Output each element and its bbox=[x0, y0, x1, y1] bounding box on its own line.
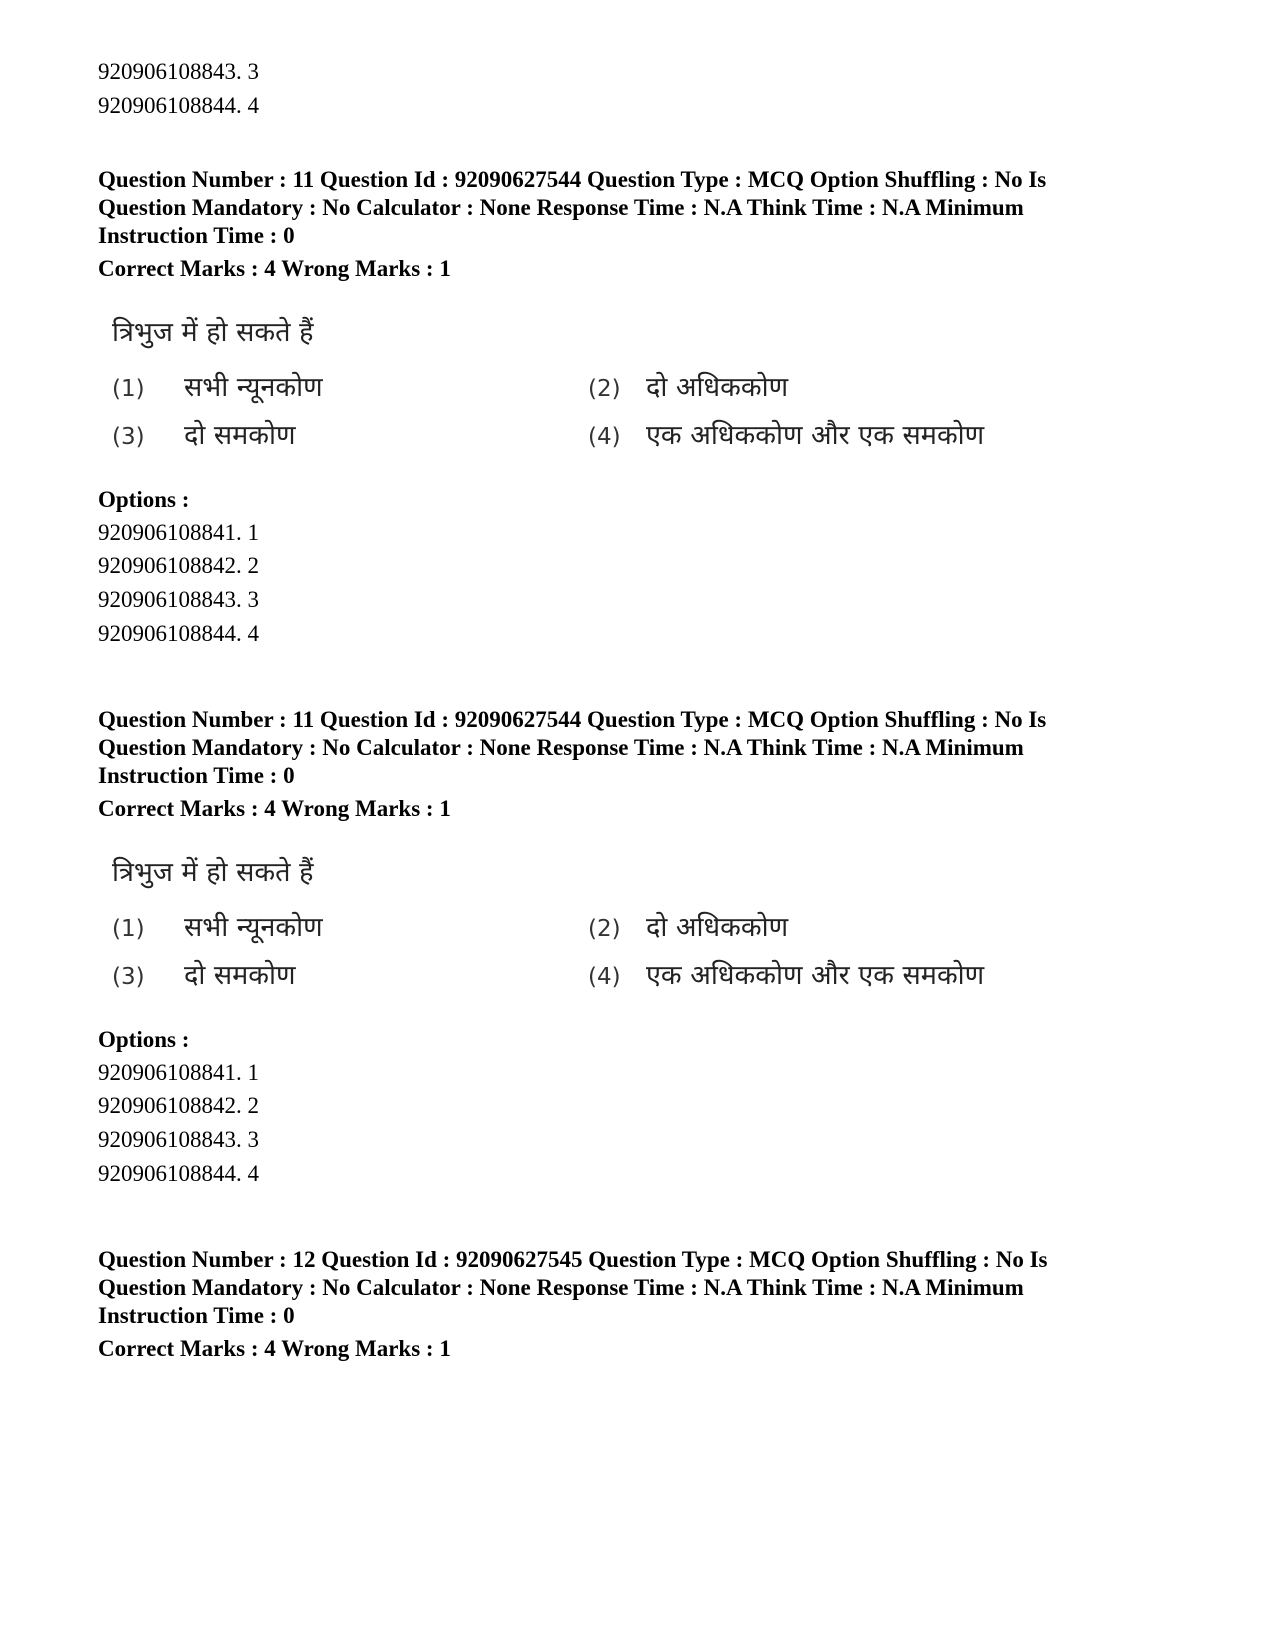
question-meta bbox=[98, 1246, 1198, 1330]
question-meta bbox=[98, 166, 1198, 250]
question-meta-line: Question Mandatory : No Calculator : None Response Time : N.A Think Time : N.A Minimum bbox=[98, 195, 1024, 220]
question-meta-line: Instruction Time : 0 bbox=[98, 1303, 295, 1328]
question-meta-line: Question Mandatory : No Calculator : None Response Time : N.A Think Time : N.A Minimum bbox=[98, 1275, 1024, 1300]
option-line: 920906108842. 2 bbox=[98, 1093, 259, 1118]
option-line: 920906108843. 3 bbox=[98, 1127, 259, 1152]
option-line: 920906108844. 4 bbox=[98, 621, 259, 646]
choice-text: दो समकोण bbox=[184, 960, 296, 991]
option-line: 920906108842. 2 bbox=[98, 553, 259, 578]
options-label: Options : bbox=[98, 1027, 190, 1052]
choice-4 bbox=[588, 415, 984, 452]
question-meta-line: Question Mandatory : No Calculator : None Response Time : N.A Think Time : N.A Minimum bbox=[98, 735, 1024, 760]
question-marks: Correct Marks : 4 Wrong Marks : 1 bbox=[98, 256, 451, 281]
option-line: 920906108841. 1 bbox=[98, 1060, 259, 1085]
option-line: 920906108844. 4 bbox=[98, 1161, 259, 1186]
choice-text: एक अधिककोण और एक समकोण bbox=[646, 420, 985, 451]
choice-number: (2) bbox=[588, 376, 621, 402]
question-content bbox=[98, 312, 998, 467]
option-line: 920906108843. 3 bbox=[98, 59, 259, 84]
option-line: 920906108841. 1 bbox=[98, 520, 259, 545]
question-marks: Correct Marks : 4 Wrong Marks : 1 bbox=[98, 796, 451, 821]
question-meta-line: Instruction Time : 0 bbox=[98, 223, 295, 248]
options-label: Options : bbox=[98, 487, 190, 512]
choice-text: दो अधिककोण bbox=[646, 912, 789, 943]
question-marks: Correct Marks : 4 Wrong Marks : 1 bbox=[98, 1336, 451, 1361]
choice-4 bbox=[588, 955, 984, 992]
choice-2 bbox=[588, 367, 788, 404]
option-line: 920906108843. 3 bbox=[98, 587, 259, 612]
question-stem: त्रिभुज में हो सकते हैं bbox=[112, 317, 314, 348]
question-content bbox=[98, 852, 998, 1007]
choice-text: दो अधिककोण bbox=[646, 372, 789, 403]
choice-text: एक अधिककोण और एक समकोण bbox=[646, 960, 985, 991]
choice-number: (4) bbox=[588, 424, 621, 450]
choice-text: दो समकोण bbox=[184, 420, 296, 451]
choice-number: (3) bbox=[112, 964, 145, 990]
choice-3 bbox=[112, 955, 296, 992]
question-meta bbox=[98, 706, 1198, 790]
choice-number: (2) bbox=[588, 916, 621, 942]
question-meta-line: Question Number : 11 Question Id : 92090627544 Question Type : MCQ Option Shuffling : No Is bbox=[98, 707, 1047, 732]
question-meta-line: Instruction Time : 0 bbox=[98, 763, 295, 788]
choice-1 bbox=[112, 907, 323, 944]
choice-text: सभी न्यूनकोण bbox=[184, 372, 323, 403]
choice-text: सभी न्यूनकोण bbox=[184, 912, 323, 943]
choice-3 bbox=[112, 415, 296, 452]
choice-number: (1) bbox=[112, 376, 145, 402]
choice-number: (4) bbox=[588, 964, 621, 990]
question-meta-line: Question Number : 12 Question Id : 92090627545 Question Type : MCQ Option Shuffling : No Is bbox=[98, 1247, 1048, 1272]
choice-1 bbox=[112, 367, 323, 404]
question-stem: त्रिभुज में हो सकते हैं bbox=[112, 857, 314, 888]
choice-2 bbox=[588, 907, 788, 944]
question-meta-line: Question Number : 11 Question Id : 92090627544 Question Type : MCQ Option Shuffling : No Is bbox=[98, 167, 1047, 192]
choice-number: (3) bbox=[112, 424, 145, 450]
choice-number: (1) bbox=[112, 916, 145, 942]
option-line: 920906108844. 4 bbox=[98, 93, 259, 118]
